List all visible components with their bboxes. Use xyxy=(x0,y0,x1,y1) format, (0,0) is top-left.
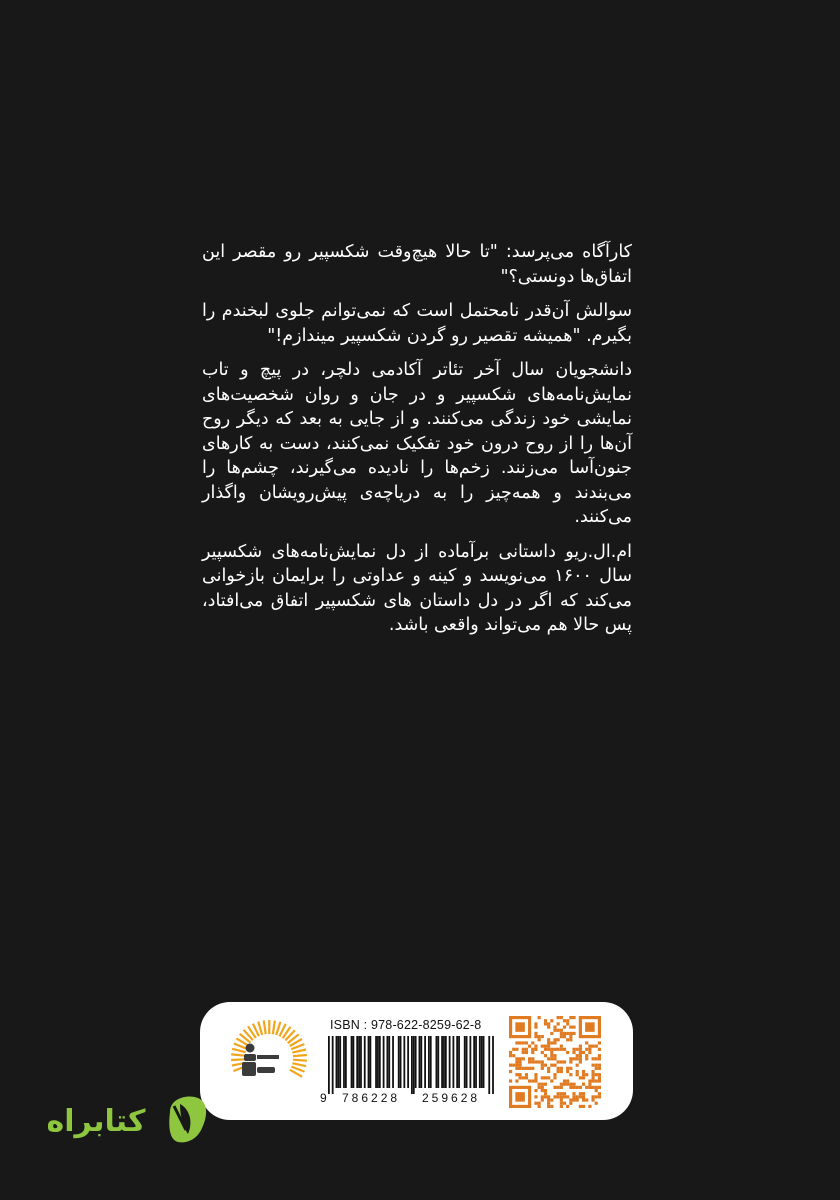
ketabrah-brand-name[interactable]: کتابراه xyxy=(46,1104,146,1139)
barcode-digit-group-1: 786228 xyxy=(342,1091,401,1105)
isbn-label: ISBN : 978-622-8259-62-8 xyxy=(330,1018,482,1032)
barcode-digit-first: 9 xyxy=(320,1091,327,1105)
barcode xyxy=(328,1036,494,1094)
blurb-paragraph-4: ام.ال.ریو داستانی برآماده از دل نمایش‌نامه‌های شکسپیر سال ۱۶۰۰ می‌نویسد و کینه و عداوتی را برایمان بازخوانی می‌کند که اگر در دل داستان های شکسپیر اتفاق می‌افتاد، پس حالا هم می‌تواند واقعی باشد. xyxy=(202,541,632,635)
barcode-digit-group-2: 259628 xyxy=(422,1091,481,1105)
sunburst-figure-icon xyxy=(228,1008,310,1096)
blurb-paragraph-2: سوالش آن‌قدر نامحتمل است که نمی‌توانم جلوی لبخندم را بگیرم. "همیشه تقصیر رو گردن شکسپیر میندازم!" xyxy=(202,301,632,346)
qr-code-icon[interactable] xyxy=(509,1016,601,1108)
blurb-paragraph-1: کارآگاه می‌پرسد: "تا حالا هیچ‌وقت شکسپیر رو مقصر این اتفاق‌ها دونستی؟" xyxy=(202,242,632,287)
back-cover-blurb xyxy=(202,240,632,648)
blurb-paragraph-3: دانشجویان سال آخر تئاتر آکادمی دلچر، در پیچ و تاب نمایش‌نامه‌های شکسپیر و در جان و روان شخصیت‌های نمایشی خود زندگی می‌کنند. و از جایی به بعد که دیگر روح آن‌ها را از روح درون خود تفکیک نمی‌کنند، دست به کارهای جنون‌آسا می‌زنند. زخم‌ها را نادیده می‌گیرند، چشم‌ها را می‌بندند و همه‌چیز را به دریاچه‌ی پیش‌رویشان واگذار می‌کنند. xyxy=(202,360,632,527)
